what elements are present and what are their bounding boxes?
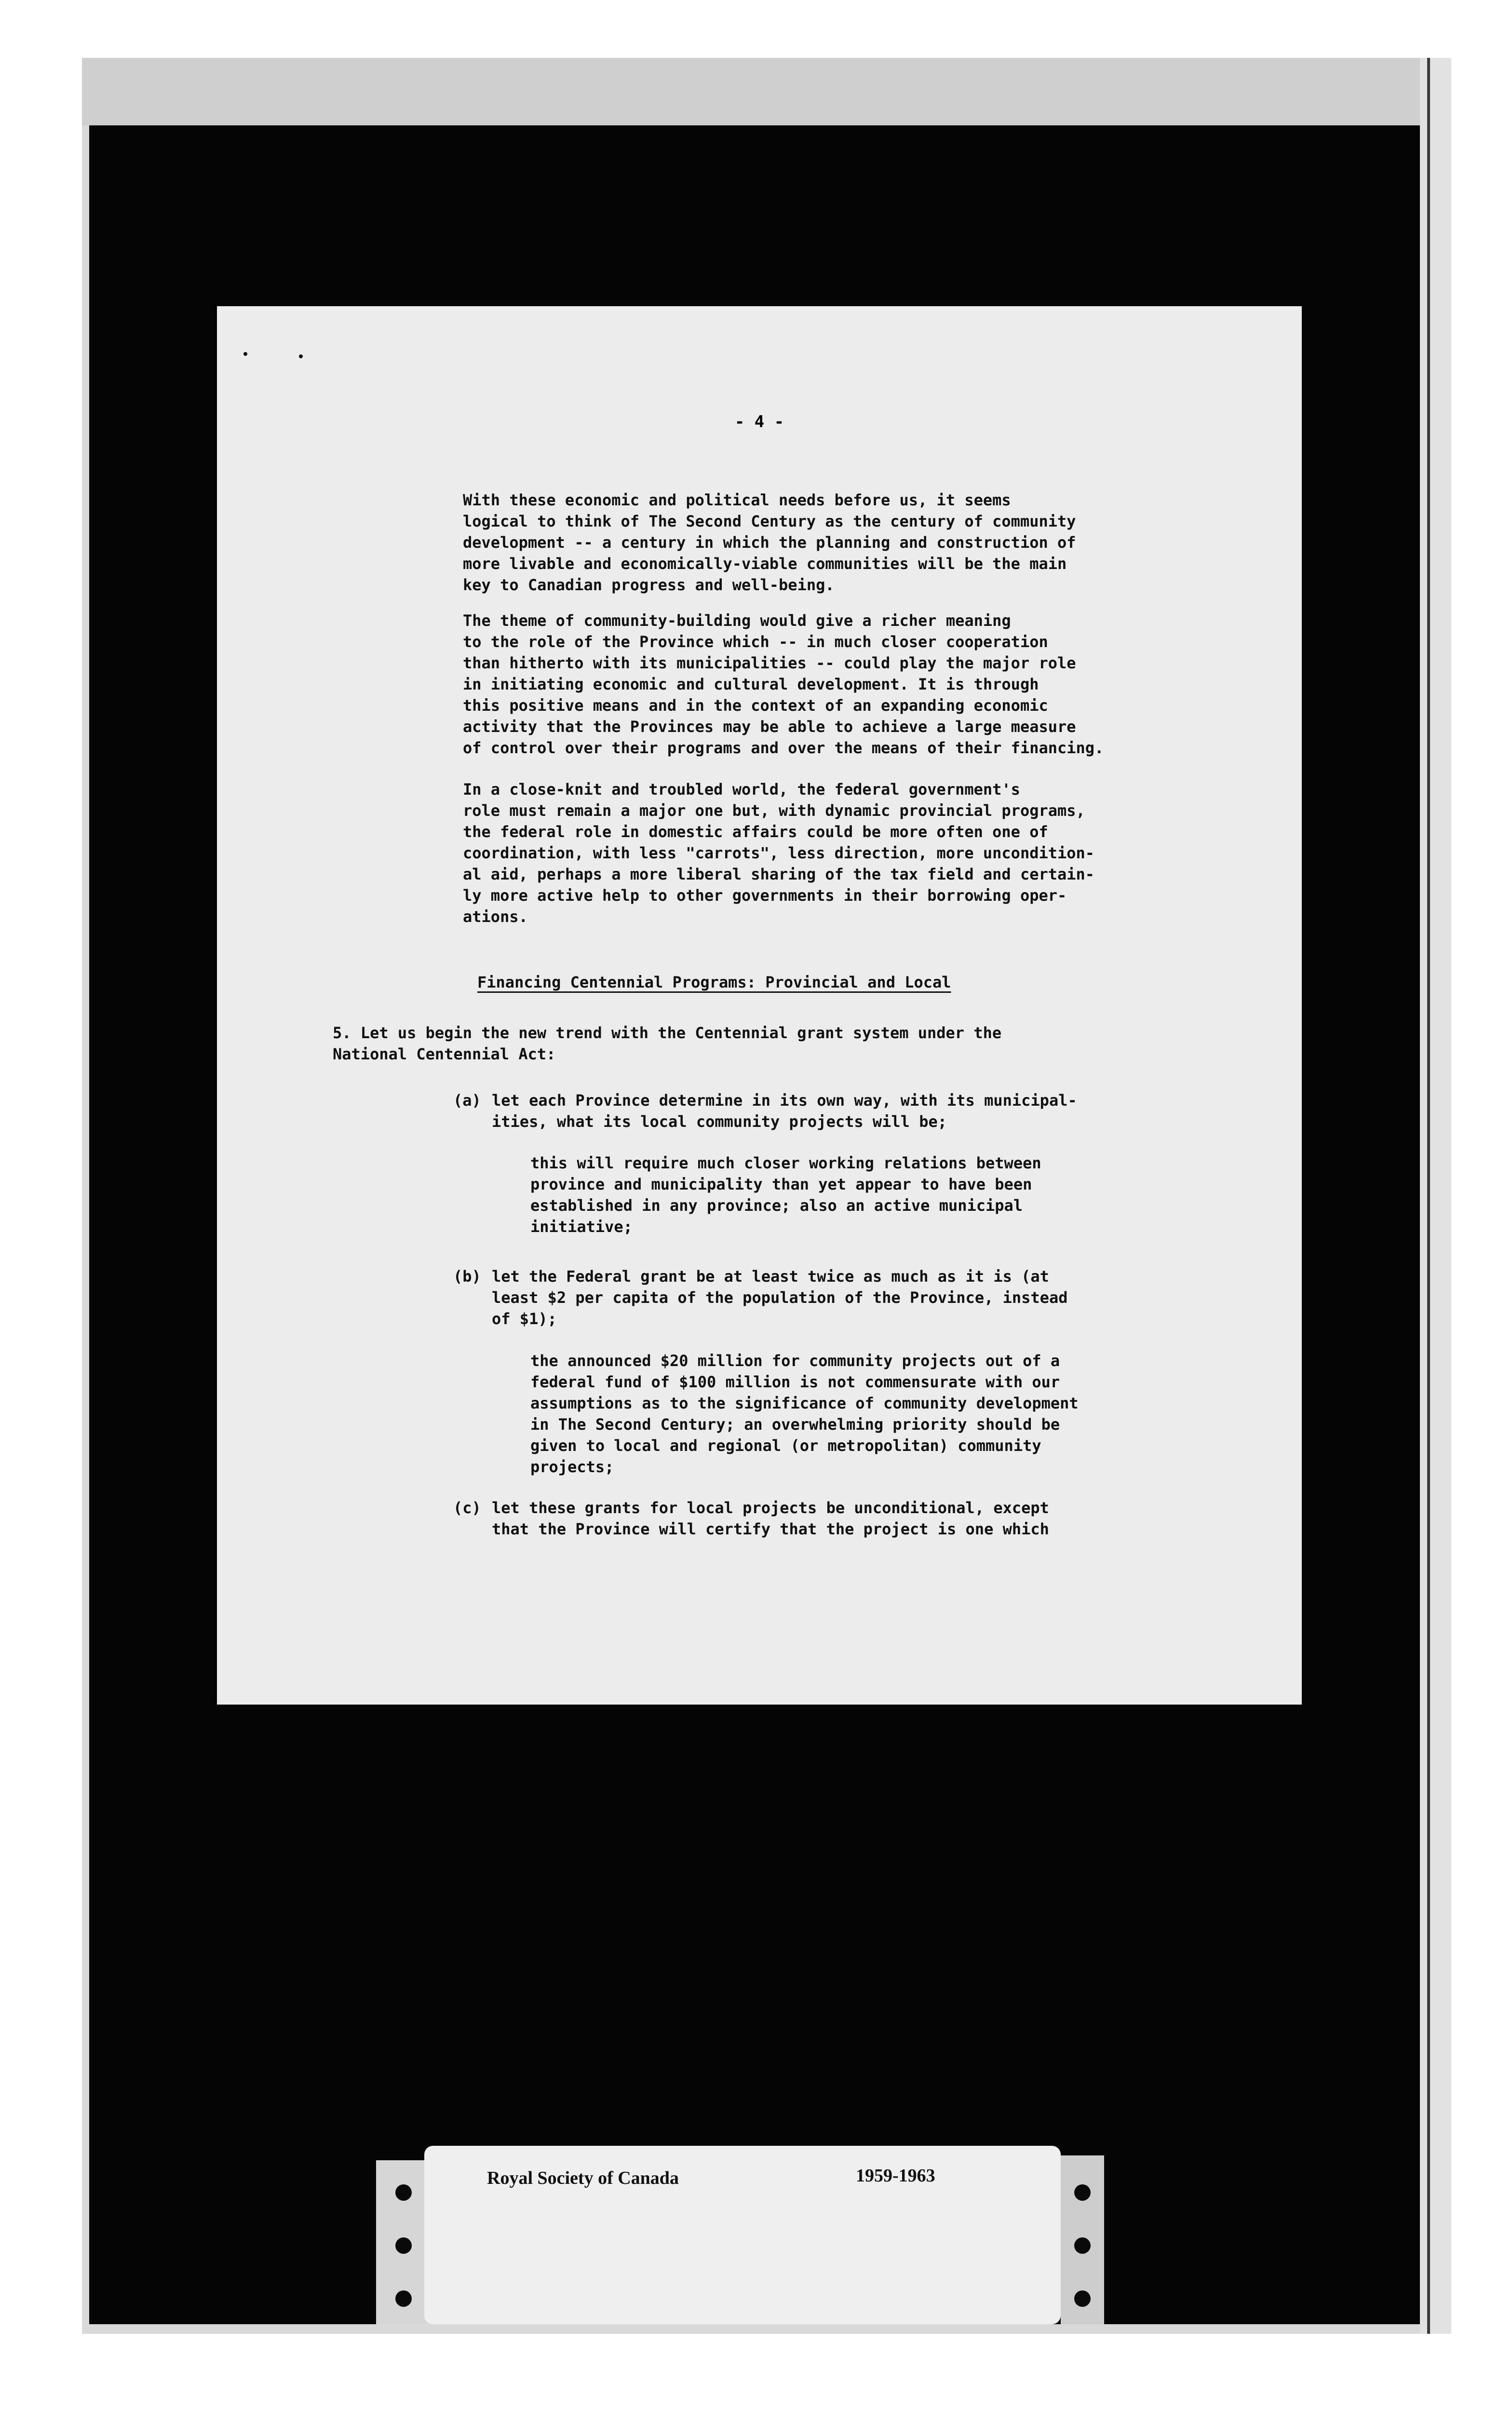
ink-speck [299, 354, 303, 358]
paragraph-centennial-grant: 5. Let us begin the new trend with the Centennial grant system under the National Centennial Act: [333, 1024, 1002, 1063]
punch-hole-icon [395, 2290, 412, 2307]
label-years: 1959-1963 [856, 2166, 935, 2186]
punch-hole-icon [1074, 2184, 1091, 2201]
page-number: - 4 - [734, 412, 784, 432]
list-item-b: let the Federal grant be at least twice as much as it is (at least $2 per capita of the population of the Province, instead of $1); [492, 1267, 1068, 1328]
typed-document-page [217, 306, 1302, 1705]
punch-hole-icon [1074, 2290, 1091, 2307]
punch-hole-icon [395, 2184, 412, 2201]
label-organization: Royal Society of Canada [487, 2168, 679, 2188]
microfilm-edge-strip [1420, 58, 1451, 2334]
list-item-label-b: (b) [453, 1267, 481, 1286]
list-item-label-c: (c) [453, 1499, 481, 1517]
punch-hole-icon [1074, 2237, 1091, 2254]
ink-speck [243, 352, 247, 356]
list-item-a-note: this will require much closer working relations between province and municipality than yet appear to have been established in any province; also an active municipal initiative; [530, 1154, 1041, 1236]
section-heading: Financing Centennial Programs: Provincial and Local [477, 973, 951, 991]
list-item-label-a: (a) [453, 1091, 481, 1110]
punch-hole-icon [395, 2237, 412, 2254]
list-item-c: let these grants for local projects be unconditional, except that the Province will certify that the project is one which [492, 1499, 1049, 1538]
list-item-b-note: the announced $20 million for community projects out of a federal fund of $100 million is not commensurate with our assumptions as to the significance of community development in The Second Century; an overwhelming priority should be given to local and regional (or metropolitan) community projects; [530, 1352, 1079, 1476]
paragraph-federal-role: In a close-knit and troubled world, the federal government's role must remain a major one but, with dynamic provincial programs, the federal role in domestic affairs could be more often one of coordination, with less "carrots", less direction, more uncondition- al aid, perhaps a more liberal sharing of the tax field and certain- ly more active help to other governments in their borrowing oper- ations. [463, 780, 1095, 926]
microfilm-edge-line [1427, 58, 1430, 2334]
list-item-a: let each Province determine in its own way, with its municipal- ities, what its local community projects will be; [492, 1091, 1077, 1131]
paragraph-community-building: The theme of community-building would give a richer meaning to the role of the Province which -- in much closer cooperation than hitherto with its municipalities -- could play the major role in initiating economic and cultural development. It is through this positive means and in the context of an expanding economic activity that the Provinces may be able to achieve a large measure of control over their programs and over the means of their financing. [463, 611, 1104, 757]
microfilm-top-strip [82, 58, 1451, 125]
paragraph-community-development: With these economic and political needs before us, it seems logical to think of The Second Century as the century of community development -- a century in which the planning and construction of more livable and economically-viable communities will be the main key to Canadian progress and well-being. [463, 491, 1076, 594]
